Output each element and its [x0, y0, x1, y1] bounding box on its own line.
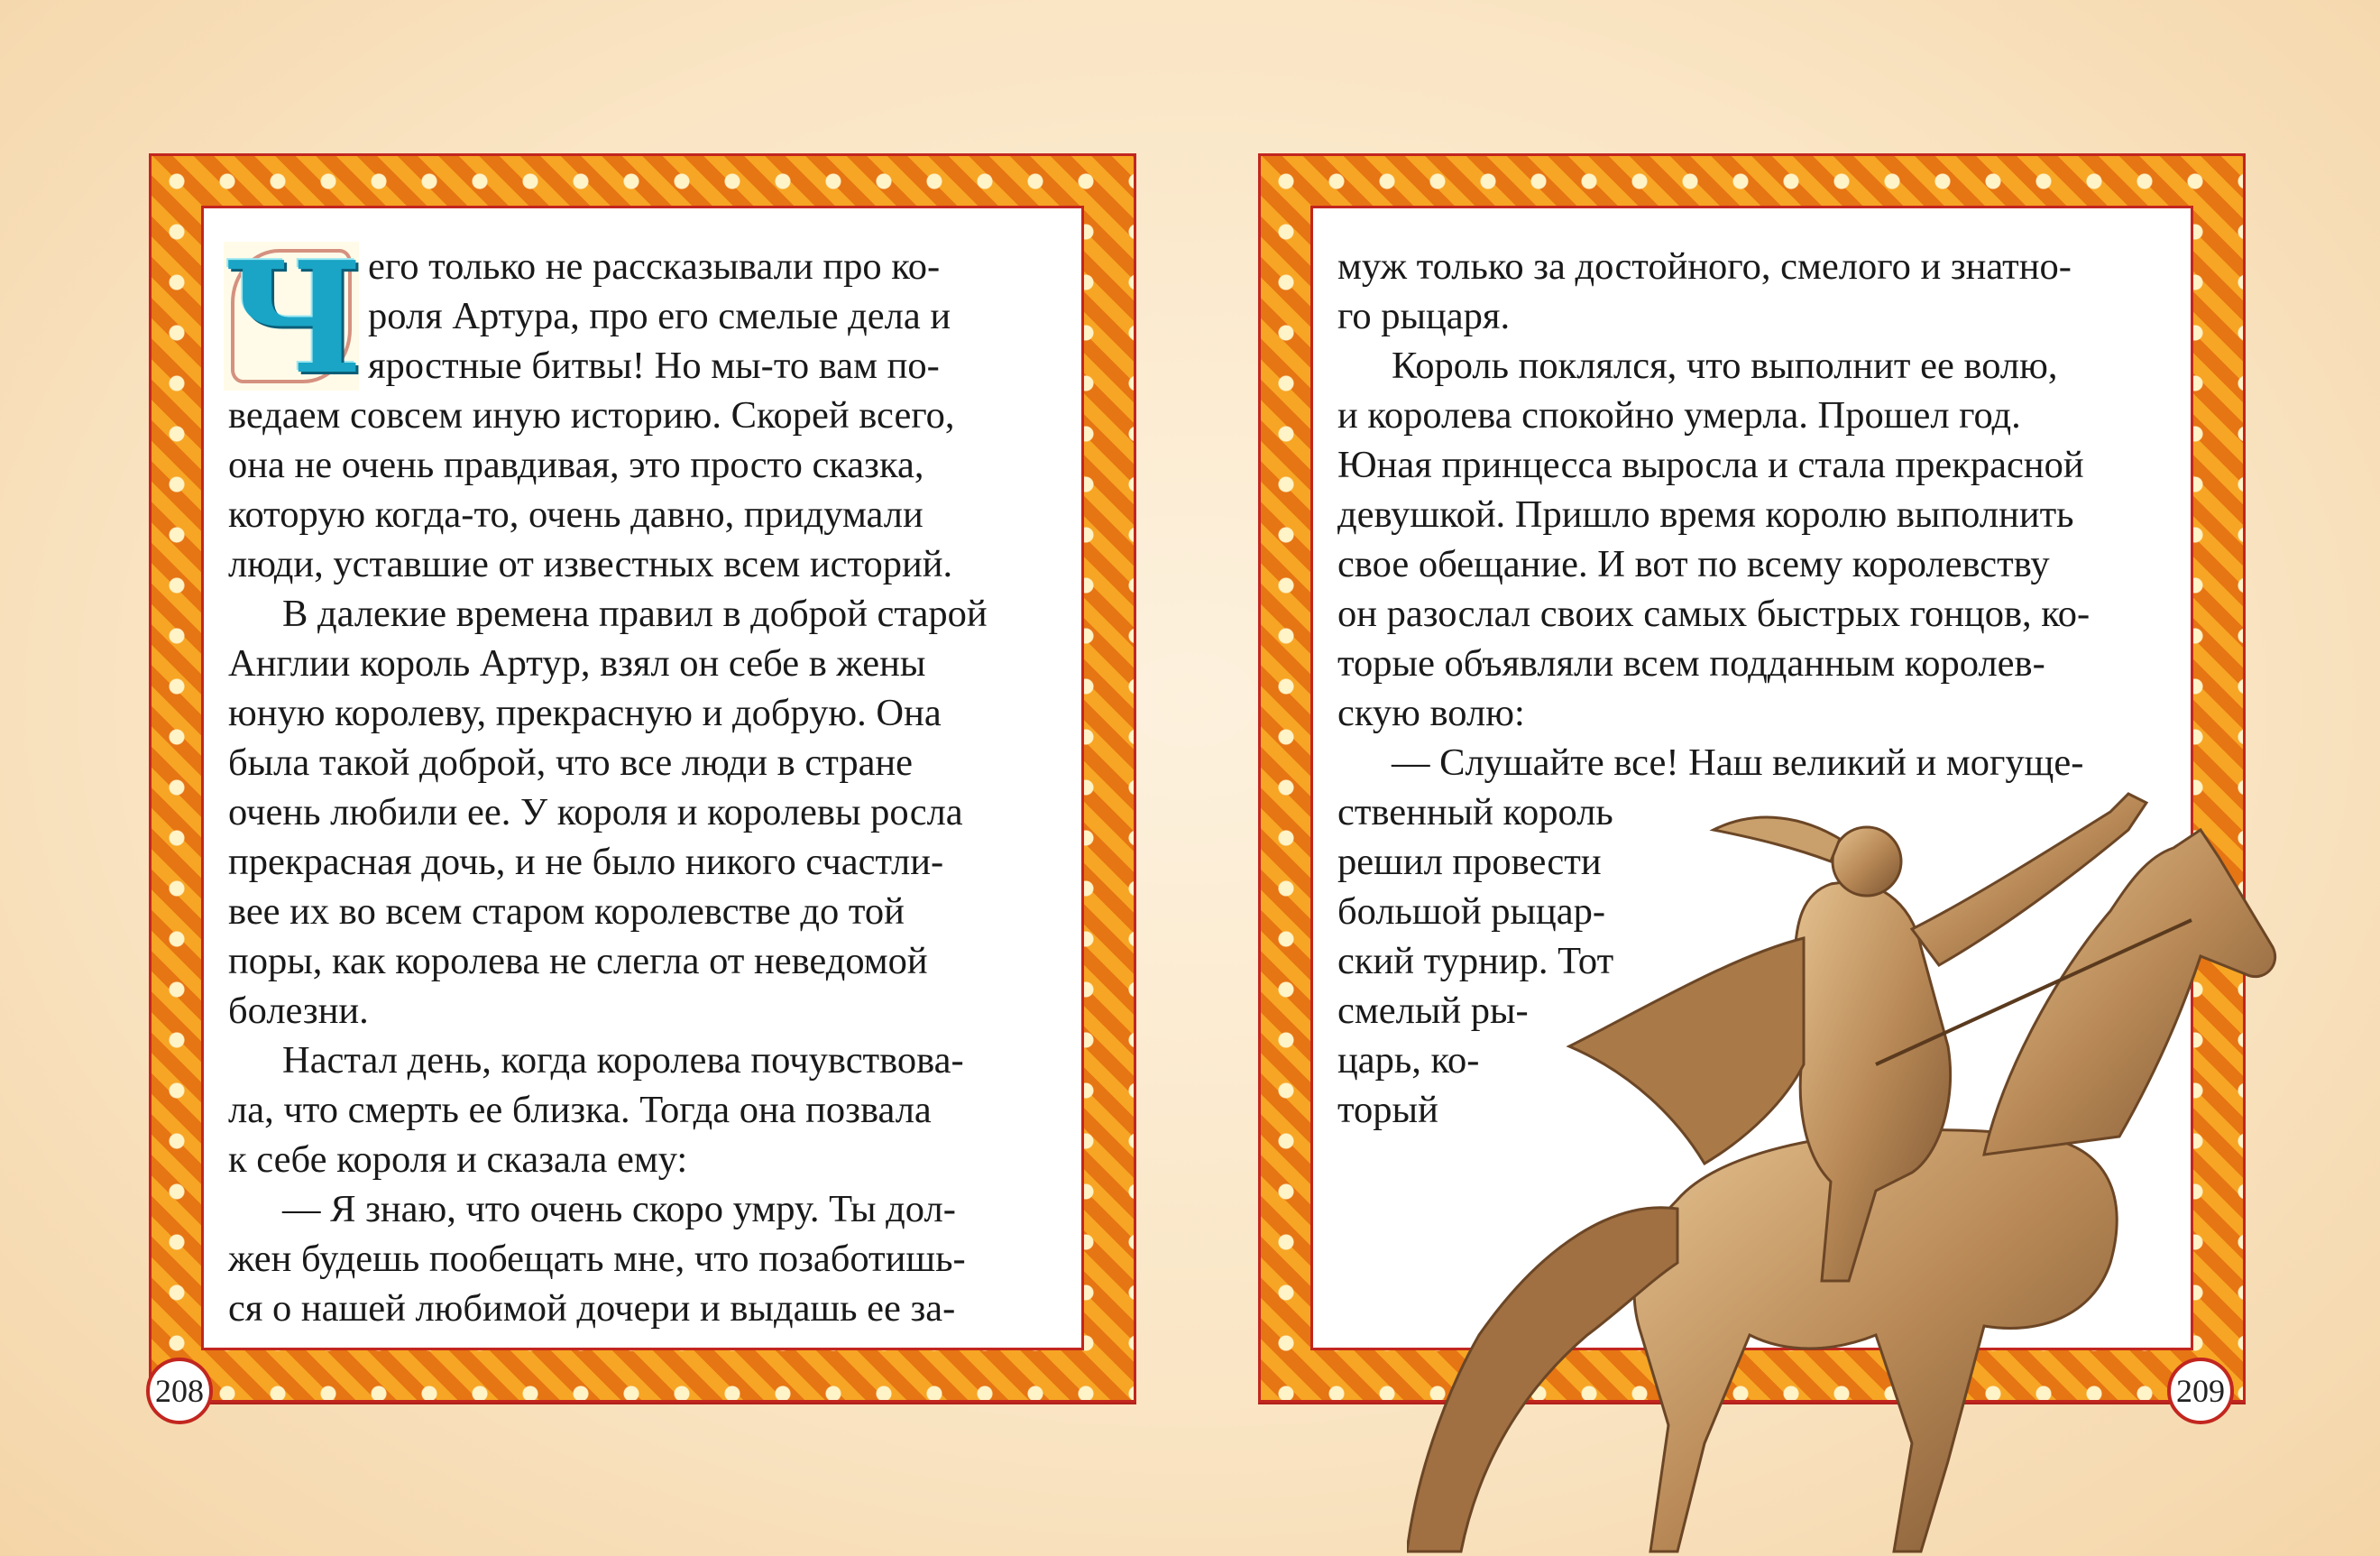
text-line: ла, что смерть ее близка. Тогда она позвала: [228, 1089, 932, 1131]
knight-on-horse-illustration: [1407, 776, 2318, 1556]
text-line: ся о нашей любимой дочери и выдашь ее за-: [228, 1287, 956, 1330]
text-line: Настал день, когда королева почувствова-: [282, 1039, 964, 1082]
text-line: ский турнир. Тот: [1337, 940, 1614, 982]
text-line: ведаем совсем иную историю. Скорей всего,: [228, 394, 955, 437]
text-line: он разослал своих самых быстрых гонцов, ко-: [1337, 593, 2091, 635]
left-page-ornamental-frame: [149, 153, 1136, 1403]
text-line: смелый ры-: [1337, 990, 1529, 1032]
text-line: его только не рассказывали про ко-: [368, 245, 941, 288]
text-line: очень любили ее. У короля и королевы росла: [228, 791, 963, 833]
text-line: к себе короля и сказала ему:: [228, 1138, 688, 1181]
horse-tail: [1407, 1208, 1677, 1551]
text-line: она не очень правдивая, это просто сказка,: [228, 444, 924, 486]
text-line: скую волю:: [1337, 692, 1525, 734]
text-line: торый: [1337, 1089, 1438, 1131]
text-line: торые объявляли всем подданным королев-: [1337, 642, 2045, 685]
text-line: вее их во всем старом королевстве до той: [228, 890, 905, 933]
text-line: была такой доброй, что все люди в стране: [228, 741, 914, 784]
text-line: царь, ко-: [1337, 1039, 1480, 1082]
text-line: большой рыцар-: [1337, 890, 1606, 933]
left-page-text: [224, 228, 1076, 1333]
text-line: — Слушайте все! Наш великий и могуще-: [1392, 741, 2084, 784]
dropcap-letter: Ч: [224, 228, 364, 409]
page-number-left: 208: [146, 1358, 213, 1424]
text-line: прекрасная дочь, и не было никого счастли-: [228, 841, 944, 883]
text-line: решил провести: [1337, 841, 1602, 883]
text-line: люди, уставшие от известных всем историй.: [228, 543, 953, 585]
text-line: которую когда-то, очень давно, придумали: [228, 493, 924, 536]
text-line: муж только за достойного, смелого и знатно-: [1337, 245, 2072, 288]
text-line: Юная принцесса выросла и стала прекрасной: [1337, 444, 2084, 486]
rider-head: [1833, 827, 1901, 896]
text-line: поры, как королева не слегла от неведомой: [228, 940, 928, 982]
text-line: — Я знаю, что очень скоро умру. Ты дол-: [282, 1188, 956, 1230]
text-line: го рыцаря.: [1337, 295, 1511, 337]
text-line: Англии король Артур, взял он себе в жены: [228, 642, 926, 685]
text-line: Король поклялся, что выполнит ее волю,: [1392, 345, 2058, 387]
page-number-right: 209: [2167, 1358, 2234, 1424]
dropcap: [224, 228, 364, 409]
text-line: яростные битвы! Но мы-то вам по-: [368, 345, 940, 387]
text-line: девушкой. Пришло время королю выполнить: [1337, 493, 2074, 536]
text-line: юную королеву, прекрасную и добрую. Она: [228, 692, 942, 734]
text-line: жен будешь пообещать мне, что позаботишь-: [228, 1238, 966, 1280]
text-line: свое обещание. И вот по всему королевству: [1337, 543, 2050, 585]
text-line: ственный король: [1337, 791, 1613, 833]
text-line: и королева спокойно умерла. Прошел год.: [1337, 394, 2021, 437]
text-line: болезни.: [228, 990, 369, 1032]
text-line: В далекие времена правил в доброй старой: [282, 593, 988, 635]
rider-cape: [1569, 938, 1804, 1164]
text-line: роля Артура, про его смелые дела и: [368, 295, 951, 337]
helmet-plume: [1714, 817, 1840, 861]
